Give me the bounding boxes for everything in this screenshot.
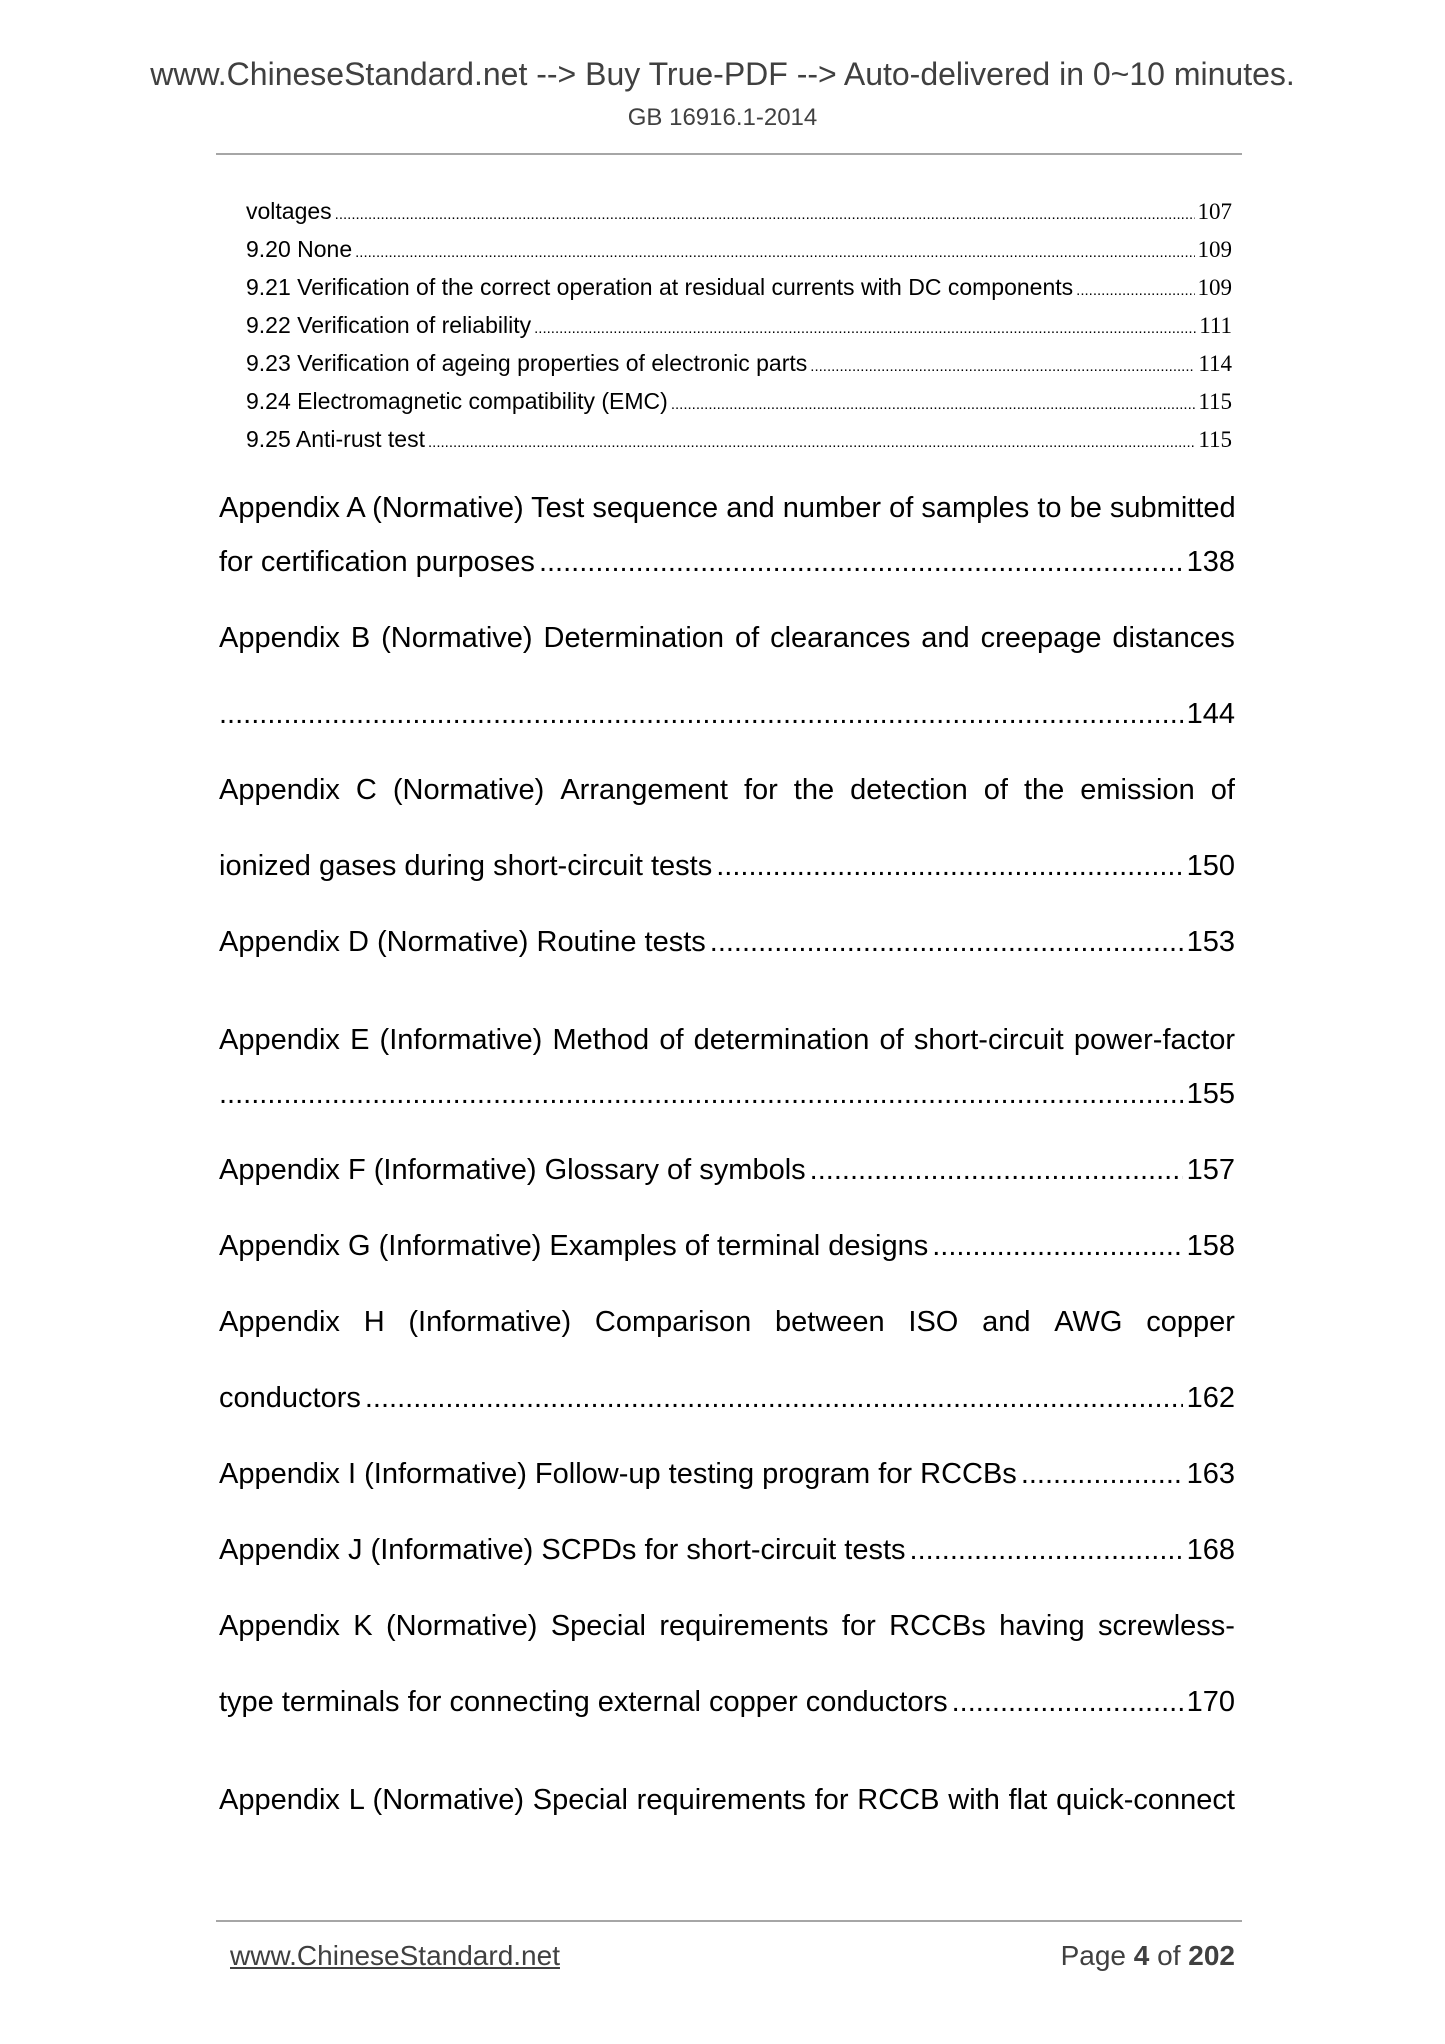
toc-leader-dots [1021,1458,1183,1491]
toc-word: (Informative) [408,1306,572,1338]
page-indicator [1061,1940,1235,1972]
toc-entry-appendix-a[interactable] [219,546,1235,622]
toc-entry-page: 153 [1186,926,1235,958]
toc-word: screwless- [1097,1610,1235,1642]
toc-word: RCCBs [889,1610,986,1642]
toc-entry-subsection[interactable] [246,236,1232,274]
toc-word: K [353,1610,373,1642]
toc-entry-title: Appendix G (Informative) Examples of terminal designs [219,1230,929,1262]
toc-word: requirements [659,1610,829,1642]
toc-entry-appendix-k[interactable] [219,1686,1235,1762]
toc-appendix-list [219,470,1235,1838]
toc-entry-page: 150 [1186,850,1235,882]
toc-entry-subsection[interactable] [246,388,1232,426]
toc-word: Arrangement [560,774,728,806]
toc-word: Appendix [219,774,340,806]
page-of: of [1157,1940,1181,1971]
toc-entry-appendix-g[interactable] [219,1230,1235,1306]
toc-word: creepage [980,622,1102,654]
toc-entry-appendix-j[interactable] [219,1534,1235,1610]
toc-entry-title: 9.25 Anti-rust test [246,426,425,452]
toc-entry-subsection[interactable] [246,426,1232,464]
toc-entry-page: 144 [1186,698,1235,730]
toc-entry-appendix-h[interactable] [219,1382,1235,1458]
toc-entry-page: 109 [1197,237,1232,262]
toc-word: copper [1146,1306,1235,1338]
toc-word: having [999,1610,1085,1642]
toc-word: clearances [770,622,911,654]
toc-entry-page: 162 [1186,1382,1235,1414]
toc-entry-subsection[interactable] [246,312,1232,350]
toc-leader-dots [810,350,1195,377]
toc-leader-dots [428,426,1195,453]
toc-word: Determination [543,622,725,654]
toc-entry-page: 115 [1198,389,1232,414]
toc-entry-title: Appendix J (Informative) SCPDs for short-circuit tests [219,1534,906,1566]
toc-entry-page: 157 [1186,1154,1235,1186]
header-banner[interactable]: www.ChineseStandard.net --> Buy True-PDF --> Auto-delivered in 0~10 minutes. [150,56,1295,92]
toc-entry-subsection[interactable] [246,274,1232,312]
toc-entry-page: 138 [1186,546,1235,578]
toc-leader-dots [219,698,1183,731]
toc-leader-dots [355,236,1194,263]
toc-word: (Normative) [392,774,545,806]
toc-entry-page: 111 [1199,313,1232,338]
toc-word: ISO [908,1306,959,1338]
toc-leader-dots [952,1686,1183,1719]
toc-word: H [363,1306,385,1338]
toc-entry-page: 163 [1186,1458,1235,1490]
toc-subsection-list [246,198,1232,464]
toc-word: Appendix [219,622,340,654]
toc-entry-appendix-k-line1[interactable] [219,1610,1235,1686]
page-total: 202 [1188,1940,1235,1971]
toc-entry-page: 115 [1198,427,1232,452]
toc-word: Comparison [594,1306,752,1338]
toc-entry-title: 9.24 Electromagnetic compatibility (EMC) [246,388,668,414]
toc-word: C [355,774,377,806]
toc-entry-appendix-b-line1[interactable] [219,622,1235,698]
toc-word: between [775,1306,885,1338]
toc-entry-appendix-l-line1[interactable]: Appendix L (Normative) Special requirements for RCCB with flat quick-connect [219,1784,1235,1816]
toc-entry-appendix-c[interactable] [219,850,1235,926]
page-prefix: Page [1060,1940,1126,1971]
toc-word: of [983,774,1008,806]
toc-leader-dots [671,388,1196,415]
toc-entry-page: 158 [1186,1230,1235,1262]
toc-entry-appendix-i[interactable] [219,1458,1235,1534]
toc-word: detection [850,774,968,806]
toc-entry-title: voltages [246,198,332,224]
toc-entry-page: 155 [1186,1078,1235,1110]
toc-entry-title: Appendix F (Informative) Glossary of symbols [219,1154,806,1186]
standard-number: GB 16916.1-2014 [627,104,818,131]
toc-entry-page: 107 [1197,199,1232,224]
toc-leader-dots [539,546,1183,579]
toc-entry-page: 114 [1198,351,1232,376]
toc-entry-subsection[interactable] [246,350,1232,388]
toc-word: of [1210,774,1235,806]
toc-entry-page: 109 [1197,275,1232,300]
toc-word: distances [1112,622,1235,654]
toc-entry-appendix-e-line1[interactable]: Appendix E (Informative) Method of determination of short-circuit power-factor [219,1024,1235,1056]
toc-word: the [1023,774,1065,806]
toc-word: of [734,622,760,654]
footer-site-link[interactable]: www.ChineseStandard.net [230,1940,560,1971]
toc-entry-page: 170 [1186,1686,1235,1718]
toc-leader-dots [335,198,1195,225]
toc-entry-title: conductors [219,1382,361,1414]
toc-word: and [982,1306,1031,1338]
toc-word: Appendix [219,1306,340,1338]
toc-entry-appendix-f[interactable] [219,1154,1235,1230]
toc-leader-dots [219,1078,1183,1111]
toc-entry-title: 9.21 Verification of the correct operation at residual currents with DC components [246,274,1074,300]
toc-entry-appendix-e[interactable] [219,1078,1235,1154]
toc-entry-title: 9.22 Verification of reliability [246,312,532,338]
toc-word: the [793,774,835,806]
toc-word: B [350,622,371,654]
toc-entry-title: 9.23 Verification of ageing properties of electronic parts [246,350,808,376]
footer-divider [216,1920,1242,1922]
toc-entry-appendix-b[interactable] [219,698,1235,774]
toc-entry-subsection[interactable] [246,198,1232,236]
toc-word: Special [550,1610,646,1642]
toc-word: Appendix [219,1610,340,1642]
toc-leader-dots [365,1382,1183,1415]
toc-leader-dots [910,1534,1183,1567]
toc-entry-title: type terminals for connecting external copper conductors [219,1686,948,1718]
toc-entry-appendix-d[interactable] [219,926,1235,1002]
toc-entry-page: 168 [1186,1534,1235,1566]
header-divider [216,153,1242,155]
toc-leader-dots [716,850,1182,883]
toc-leader-dots [932,1230,1182,1263]
toc-word: (Normative) [381,622,533,654]
toc-leader-dots [710,926,1183,959]
page-current: 4 [1133,1940,1150,1971]
toc-word: and [921,622,970,654]
toc-entry-title: ionized gases during short-circuit tests [219,850,713,882]
toc-entry-appendix-c-line1[interactable] [219,774,1235,850]
toc-entry-title: Appendix I (Informative) Follow-up testing program for RCCBs [219,1458,1017,1490]
toc-entry-appendix-a-line1[interactable]: Appendix A (Normative) Test sequence and number of samples to be submitted [219,492,1236,524]
toc-leader-dots [810,1154,1183,1187]
toc-entry-appendix-h-line1[interactable] [219,1306,1235,1382]
toc-leader-dots [1076,274,1194,301]
toc-entry-title: 9.20 None [246,236,353,262]
toc-word: for [743,774,778,806]
toc-word: for [841,1610,876,1642]
toc-word: emission [1080,774,1195,806]
toc-entry-title: for certification purposes [219,546,535,578]
toc-leader-dots [534,312,1196,339]
toc-word: (Normative) [386,1610,538,1642]
toc-word: AWG [1054,1306,1123,1338]
toc-entry-title: Appendix D (Normative) Routine tests [219,926,706,958]
